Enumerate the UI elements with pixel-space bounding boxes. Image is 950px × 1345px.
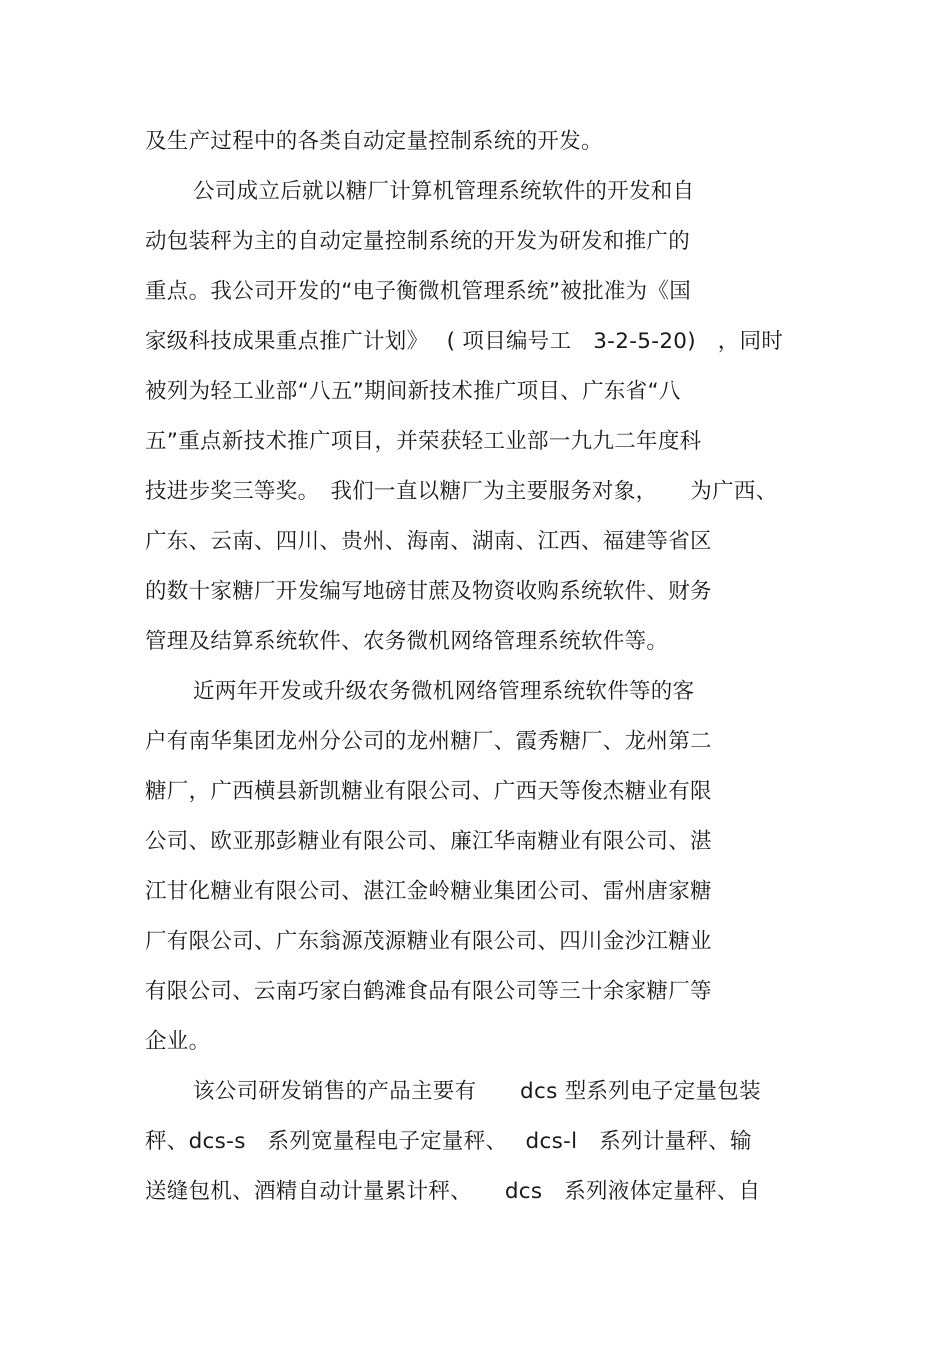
text-line: 重点。我公司开发的“电子衡微机管理系统”被批准为《国 — [145, 279, 692, 304]
text-line: 的数十家糖厂开发编写地磅甘蔗及物资收购系统软件、财务 — [145, 579, 712, 604]
text-line: 被列为轻工业部“八五”期间新技术推广项目、广东省“八 — [145, 379, 681, 404]
paragraph-start-line: 公司成立后就以糖厂计算机管理系统软件的开发和自 — [193, 179, 695, 204]
text-line: 动包装秤为主的自动定量控制系统的开发为研发和推广的 — [145, 229, 691, 254]
text-line: 技进步奖三等奖。 我们一直以糖厂为主要服务对象， 为广西、 — [145, 479, 778, 504]
paragraph-start-line: 近两年开发或升级农务微机网络管理系统软件等的客 — [193, 679, 695, 704]
text-line: 管理及结算系统软件、农务微机网络管理系统软件等。 — [145, 629, 669, 654]
text-line: 广东、云南、四川、贵州、海南、湖南、江西、福建等省区 — [145, 529, 712, 554]
text-line: 送缝包机、酒精自动计量累计秤、 dcs 系列液体定量秤、自 — [145, 1179, 761, 1204]
text-line: 江甘化糖业有限公司、湛江金岭糖业集团公司、雷州唐家糖 — [145, 879, 712, 904]
text-line: 厂有限公司、广东翁源茂源糖业有限公司、四川金沙江糖业 — [145, 929, 712, 954]
text-line: 户有南华集团龙州分公司的龙州糖厂、霞秀糖厂、龙州第二 — [145, 729, 712, 754]
text-line: 秤、dcs-s 系列宽量程电子定量秤、 dcs-l 系列计量秤、输 — [145, 1129, 752, 1154]
text-line: 及生产过程中的各类自动定量控制系统的开发。 — [145, 129, 603, 154]
text-line: 五”重点新技术推广项目，并荣获轻工业部一九九二年度科 — [145, 429, 702, 454]
text-line: 有限公司、云南巧家白鹤滩食品有限公司等三十余家糖厂等 — [145, 979, 712, 1004]
text-line: 家级科技成果重点推广计划》 ( 项目编号工 3-2-5-20) ，同时 — [145, 329, 784, 354]
text-line: 糖厂，广西横县新凯糖业有限公司、广西天等俊杰糖业有限 — [145, 779, 712, 804]
text-line: 企业。 — [145, 1029, 211, 1054]
paragraph-start-line: 该公司研发销售的产品主要有 dcs 型系列电子定量包装 — [193, 1079, 761, 1104]
text-line: 公司、欧亚那彭糖业有限公司、廉江华南糖业有限公司、湛 — [145, 829, 712, 854]
